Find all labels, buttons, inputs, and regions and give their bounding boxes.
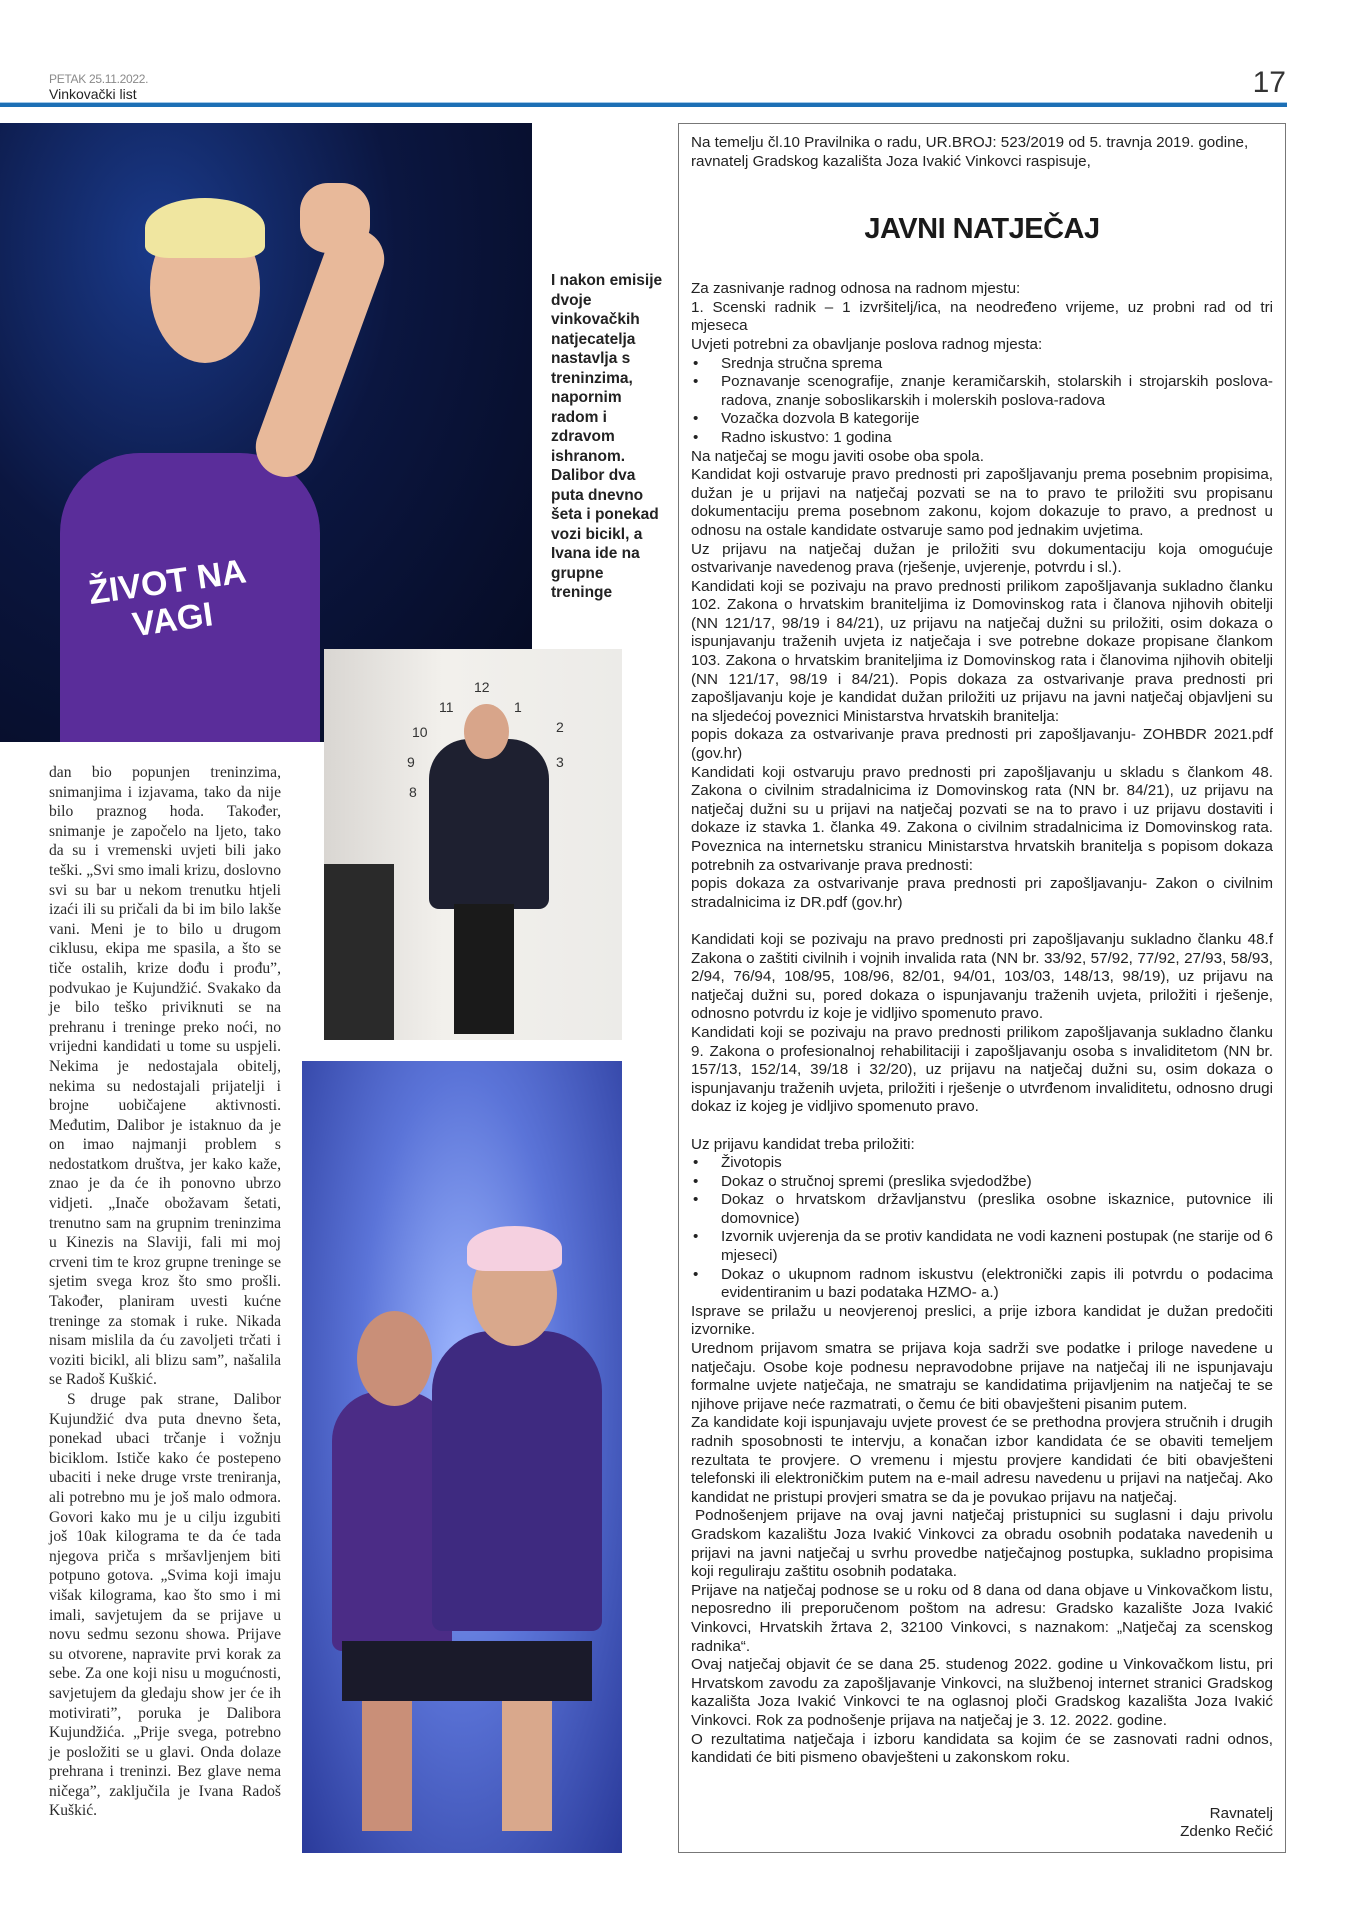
shirt-logo: ŽIVOT NA VAGI: [86, 552, 249, 645]
publication-name: Vinkovački list: [49, 86, 137, 102]
photo-ivana-clock: [324, 649, 622, 1040]
clock-number: 10: [412, 724, 428, 740]
condition-item: • Poznavanje scenografije, znanje keramičarskih, stolarskih i strojarskih poslova-radova, znanje soboslikarskih i molerskih poslova-radova: [691, 373, 1273, 410]
notice-link-text: popis dokaza za ostvarivanje prava prednosti pri zapošljavanju- ZOHBDR 2021.pdf (gov.hr): [691, 726, 1273, 763]
photo-couple: [302, 1061, 622, 1853]
header-divider: [0, 102, 1287, 107]
notice-paragraph: Uz prijavu na natječaj dužan je priložiti svu dokumentaciju koja omogućuje ostvarivanje navedenog prava (rješenje, uvjerenje, potvrdu i sl.).: [691, 540, 1273, 577]
notice-intro: Na temelju čl.10 Pravilnika o radu, UR.BROJ: 523/2019 od 5. travnja 2019. godine, ravnatelj Gradskog kazališta Joza Ivakić Vinkovci raspisuje,: [691, 134, 1249, 170]
notice-paragraph: Prijave na natječaj podnose se u roku od 8 dana od dana objave u Vinkovačkom listu, neposredno ili preporučenom poštom na adresu: Gradsko kazalište Joza Ivakić Vinkovci, Hrvatskih žrtava 2, 32100 Vinkovci, s naznakom: „Natječaj za scenskog radnika“.: [691, 1581, 1273, 1655]
public-notice-box: [678, 123, 1286, 1853]
issue-date: PETAK 25.11.2022.: [49, 72, 149, 86]
notice-paragraph: Podnošenjem prijave na ovaj javni natječaj pristupnici su suglasni i daju privolu Gradskom kazalištu Joza Ivakić Vinkovci za obradu osobnih podataka navedenih u prijavi na javni natječaj u svrhu provedbe natječajnog postupka, sukladno propisima koji reguliraju zaštitu osobnih podataka.: [691, 1507, 1273, 1581]
article-paragraph: S druge pak strane, Dalibor Kujundžić dva puta dnevno šeta, ponekad ubaci trčanje i vožnju biciklom. Ističe kako će postepeno ubaciti i neke druge vrste treniranja, ali potrebno mu je još malo odmora. Govori kako mu je u cilju izgubiti još 10ak kilograma te da će tada njegova priča s mršavljenjem biti potpuno gotova. „Svima koji imaju višak kilograma, kao što smo i mi imali, savjetujem da se prijave u novu sedmu sezonu showa. Prijave su otvorene, napravite prvi korak za sebe. Za one koji nisu u mogućnosti, savjetujem da gledaju show jer će ih motivirati”, poruka je Dalibora Kujundžića. „Prije svega, potrebno je posložiti se u glavi. Onda dolaze prehrana i treninzi. Bez glave nema ničega”, zaključila je Ivana Radoš Kuškić.: [49, 1391, 281, 1820]
notice-paragraph: Ovaj natječaj objavit će se dana 25. studenog 2022. godine u Vinkovačkom listu, pri Hrvatskom zavodu za zapošljavanje Vinkovci, na službenoj internet stranici Gradskog kazališta Joza Ivakić Vinkovci te na oglasnoj ploči Gradskog kazališta Joza Ivakić Vinkovci. Rok za podnošenje prijava na natječaj je 3. 12. 2022. godine.: [691, 1656, 1273, 1729]
notice-paragraph: Kandidati koji se pozivaju na pravo prednosti prilikom zapošljavanja sukladno članku 102. Zakona o hrvatskim braniteljima iz Domovinskog rata i članova njihovih obitelji (NN 121/17, 98/19 i 84/21), uz prijavu na natječaj dužni su priložiti, osim dokaza o ispunjavanju traženih uvjeta iz natječaja i sve potrebne dokaze propisane člankom 103. Zakona o hrvatskim braniteljima iz Domovinskog rata i članovima njihovih obitelji (NN 121/17, 98/19 i 84/21). Popis dokaza za ostvarivanje prava prednosti pri zapošljavanju koje je kandidat dužan priložiti uz prijavu na javni natječaj objavljeni su na sljedećoj poveznici Ministarstva hrvatskih branitelja:: [691, 577, 1273, 725]
condition-item: • Vozačka dozvola B kategorije: [691, 410, 1273, 429]
notice-paragraph: Urednom prijavom smatra se prijava koja sadrži sve podatke i priloge navedene u natječaju. Osobe koje podnesu nepravodobne prijave na natječaj ili ne ispunjavaju formalne uvjete natječaja, ne smatraju se kandidatima prijavljenim na natječaj te se njihove prijave neće razmatrati, o čemu će biti obavješteni pisanim putem.: [691, 1340, 1273, 1413]
document-item: • Izvornik uvjerenja da se protiv kandidata ne vodi kazneni postupak (ne starije od 6 mjeseci): [691, 1228, 1273, 1265]
clock-number: 12: [474, 679, 490, 695]
page-number: 17: [1252, 66, 1286, 99]
condition-item: • Radno iskustvo: 1 godina: [691, 429, 1273, 448]
signature-name: Zdenko Rečić: [1180, 1823, 1273, 1841]
signature: [691, 1805, 1273, 1842]
document-item: • Dokaz o stručnoj spremi (preslika svjedodžbe): [691, 1173, 1273, 1192]
notice-paragraph: O rezultatima natječaja i izboru kandidata sa kojim će se zasnovati radni odnos, kandidati će biti pismeno obavješteni u zakonskom roku.: [691, 1730, 1273, 1767]
notice-paragraph: Kandidati koji se pozivaju na pravo prednosti prilikom zapošljavanja sukladno članku 9. Zakona o profesionalnoj rehabilitaciji i zapošljavanju osoba s invaliditetom (NN br. 157/13, 152/14, 39/18 i 32/20), uz prijavu na natječaj dužni su, osim dokaza o ispunjavanju traženih uvjeta, priložiti i rješenje o utvrđenom invaliditetu, odnosno drugi dokaz iz kojeg je vidljivo spomenuto pravo.: [691, 1023, 1273, 1116]
photo-caption: I nakon emisije dvoje vinkovačkih natjecatelja nastavlja s treninzima, napornim radom i zdravom ishranom. Dalibor dva puta dnevno šeta i ponekad vozi bicikl, a Ivana ide na grupne treninge: [551, 272, 663, 601]
document-item: • Dokaz o hrvatskom državljanstvu (preslika osobne iskaznice, putovnice ili domovnice): [691, 1191, 1273, 1228]
notice-paragraph: Kandidat koji ostvaruje pravo prednosti pri zapošljavanju prema posebnim propisima, dužan je u prijavi na natječaj pozvati se na to pravo te priložiti svu propisanu dokumentaciju prema posebnom zakonu, kojom dokazuje to pravo, a prednost u odnosu na ostale kandidate ostvaruje samo pod jednakim uvjetima.: [691, 466, 1273, 539]
article-paragraph: dan bio popunjen treninzima, snimanjima i izjavama, tako da nije bilo praznog hoda. Također, snimanje je započelo na ljeto, tako da su i vremenski uvjeti bili jako teški. „Svi smo imali krizu, doslovno svi su bar u nekom trenutku htjeli izaći ili su pričali da bi im bilo lakše vani. Meni je to bilo u drugom ciklusu, ekipa me spasila, a što se tiče ostalih, krize dođu i prođu”, podvukao je Kujundžić. Svakako da je bilo teško priviknuti se na prehranu i treninge preko noći, no vrijedni kandidati u tome su uspjeli. Nekima je nedostajala obitelj, nekima su nedostajali prijatelji i brojne uobičajene aktivnosti. Međutim, Dalibor je istaknuo da je on imao najmanji problem s nedostatkom društva, jer kako kaže, znao je da će ih ponovno ubrzo vidjeti. „Inače obožavam šetati, trenutno sam na grupnim treninzima u Kinezis na Slaviji, fali mi moj crveni tim te kroz grupne treninge se sjetim svega kroz što smo prošli. Također, planiram uvesti kućne treninge za stomak i ruke. Nikada nisam mislila da ću zavoljeti trčati i voziti bicikl, ali blizu sam”, našalila se Radoš Kuškić.: [49, 764, 281, 1389]
clock-number: 1: [514, 699, 522, 715]
article-body: [49, 763, 281, 1821]
notice-paragraph: Za zasnivanje radnog odnosa na radnom mjestu:: [691, 280, 1021, 298]
document-item: • Životopis: [691, 1154, 1273, 1173]
notice-paragraph: Na natječaj se mogu javiti osobe oba spola.: [691, 447, 984, 465]
notice-title: JAVNI NATJEČAJ: [864, 213, 1100, 246]
notice-link-text: popis dokaza za ostvarivanje prava prednosti pri zapošljavanju- Zakon o civilnim stradalnicima iz DR.pdf (gov.hr): [691, 875, 1273, 911]
notice-paragraph: Uvjeti potrebni za obavljanje poslova radnog mjesta:: [691, 335, 1043, 353]
document-item: • Dokaz o ukupnom radnom iskustvu (elektronički zapis ili potvrdu o podacima evidentiranim u bazi podataka HZMO- a.): [691, 1266, 1273, 1303]
notice-paragraph: Kandidati koji ostvaruju pravo prednosti pri zapošljavanju u skladu s člankom 48. Zakona o civilnim stradalnicima iz Domovinskog rata (NN br. 84/21), uz prijavu na natječaj dužni su u prijavi na natječaj pozvati se na to pravo i uz prijavu dostaviti i dokaze iz stavka 1. članka 49. Zakona o civilnim stradalnicima iz Domovinskog rata. Poveznica na internetsku stranicu Ministarstva hrvatskih branitelja s popisom dokaza potrebnih za ostvarivanje prava prednosti:: [691, 763, 1273, 874]
clock-number: 8: [409, 784, 417, 800]
spacer: [691, 912, 1273, 931]
notice-paragraph: Isprave se prilažu u neovjerenoj preslici, a prije izbora kandidat je dužan predočiti izvornike.: [691, 1302, 1273, 1339]
documents-list: [691, 1154, 1273, 1303]
clock-numbers: [404, 679, 574, 829]
notice-paragraph: Kandidati koji se pozivaju na pravo prednosti pri zapošljavanju sukladno članku 48.f Zakona o zaštiti civilnih i vojnih invalida rata (NN br. 33/92, 57/92, 77/92, 27/93, 58/93, 2/94, 76/94, 108/95, 108/96, 82/01, 94/01, 103/03, 148/13, 98/19), uz prijavu na natječaj dužni su, pored dokaza o ispunjavanju traženih uvjeta, priložiti i rješenje, odnosno potvrdu iz koje je vidljivo spomenuto pravo.: [691, 930, 1273, 1023]
conditions-list: [691, 355, 1273, 448]
spacer: [691, 1117, 1273, 1136]
clock-number: 11: [439, 699, 454, 715]
clock-number: 9: [407, 754, 415, 770]
notice-paragraph: Uz prijavu kandidat treba priložiti:: [691, 1135, 915, 1153]
signature-role: Ravnatelj: [1209, 1804, 1273, 1822]
condition-item: • Srednja stručna sprema: [691, 355, 1273, 374]
clock-number: 3: [556, 754, 564, 770]
clock-number: 2: [556, 719, 564, 735]
notice-paragraph: Za kandidate koji ispunjavaju uvjete provest će se prethodna provjera stručnih i drugih radnih sposobnosti te intervju, a konačan izbor kandidata će se obaviti temeljem rezultata te provjere. O vremenu i mjestu provjere kandidati će biti obavješteni telefonski ili elektroničkim putem na e-mail adresu navedenu u prijavi na natječaj. Ako kandidat ne pristupi provjeri smatra se da je povukao prijavu na natječaj.: [691, 1414, 1273, 1506]
notice-paragraph: 1. Scenski radnik – 1 izvršitelj/ica, na neodređeno vrijeme, uz probni rad od tri mjeseca: [691, 298, 1273, 335]
